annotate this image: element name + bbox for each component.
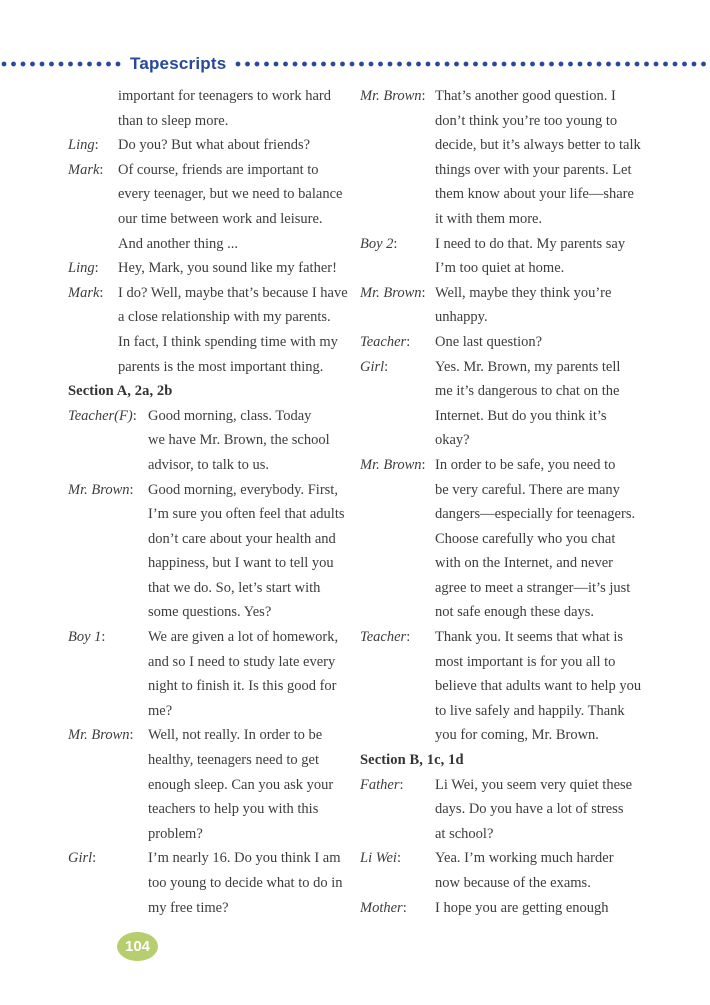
speech-line: you for coming, Mr. Brown.: [435, 727, 599, 744]
speech-line: my free time?: [148, 899, 229, 916]
speech-line: agree to meet a stranger—it’s just: [435, 579, 631, 596]
speech-line: important for teenagers to work hard: [118, 88, 331, 104]
speech-line: Good morning, class. Today: [148, 407, 312, 424]
speech-line: In fact, I think spending time with my: [118, 333, 338, 350]
speech-line: now because of the exams.: [435, 875, 591, 891]
speech-line: In order to be safe, you need to: [435, 456, 616, 473]
speech-line: Well, maybe they think you’re: [435, 284, 612, 301]
speech-line: too young to decide what to do in: [148, 875, 343, 891]
speech-text: [435, 773, 668, 847]
speech-line: Yea. I’m working much harder: [435, 850, 614, 867]
dialogue-entry: [360, 355, 668, 453]
speaker-label: Mr. Brown:: [68, 481, 134, 498]
dialogue-entry: [68, 158, 349, 256]
speech-line: happiness, but I want to tell you: [148, 555, 334, 572]
speech-line: Good morning, everybody. First,: [148, 481, 338, 498]
speech-line: Li Wei, you seem very quiet these: [435, 776, 633, 793]
speech-line: them know about your life—share: [435, 186, 634, 203]
speech-line: That’s another good question. I: [435, 88, 616, 104]
dialogue-entry: [68, 723, 349, 846]
dialogue-entry: [68, 281, 349, 379]
dialogue-entry: [360, 330, 668, 355]
speaker-label: Teacher(F):: [68, 407, 137, 424]
dialogue-entry: [68, 404, 349, 478]
speech-line: not safe enough these days.: [435, 604, 595, 621]
speech-text: [148, 723, 349, 846]
speaker-label: Boy 2:: [360, 235, 398, 252]
speech-line: Of course, friends are important to: [118, 161, 319, 178]
dialogue-continuation: [68, 84, 349, 133]
speech-line: Hey, Mark, you sound like my father!: [118, 260, 337, 277]
speaker-label: Girl:: [360, 358, 389, 375]
speech-line: most important is for you all to: [435, 653, 616, 670]
dialogue-entry: [360, 773, 668, 847]
speech-text: [435, 281, 668, 330]
dialogue-entry: [68, 133, 349, 158]
speech-line: night to finish it. Is this good for: [148, 678, 337, 695]
speech-line: Internet. But do you think it’s: [435, 407, 607, 424]
dialogue-entry: [360, 453, 668, 625]
dialogue-entry: [360, 896, 668, 921]
speech-text: [118, 133, 349, 158]
speech-line: with on the Internet, and never: [435, 555, 613, 572]
speech-text: [148, 846, 349, 920]
speaker-label: Mr. Brown:: [360, 284, 426, 301]
header-dotted-rule-left: [0, 60, 122, 68]
section-heading: Section B, 1c, 1d: [360, 752, 464, 769]
speech-line: teachers to help you with this: [148, 801, 319, 818]
page-number-badge: 104: [117, 932, 158, 961]
speech-text: [118, 158, 349, 256]
speaker-label: Father:: [360, 776, 404, 793]
dialogue-entry: [68, 256, 349, 281]
speech-line: unhappy.: [435, 309, 488, 326]
speech-line: we have Mr. Brown, the school: [148, 432, 330, 449]
speech-line: And another thing ...: [118, 235, 239, 252]
header-dotted-rule-right: [234, 60, 710, 68]
dialogue-entry: [68, 846, 349, 920]
page-title: Tapescripts: [130, 54, 227, 73]
dialogue-entry: [68, 625, 349, 723]
speech-line: Yes. Mr. Brown, my parents tell: [435, 358, 621, 375]
speech-line: me?: [148, 702, 173, 719]
speaker-label: Mother:: [360, 899, 407, 916]
speech-line: advisor, to talk to us.: [148, 456, 270, 473]
speech-line: healthy, teenagers need to get: [148, 752, 319, 769]
speech-line: to live safely and happily. Thank: [435, 702, 625, 719]
speech-line: every teenager, but we need to balance: [118, 186, 343, 203]
speaker-label: Girl:: [68, 850, 97, 867]
speech-line: it with them more.: [435, 210, 543, 227]
speech-line: at school?: [435, 825, 494, 842]
speaker-label: Mark:: [68, 161, 104, 178]
speaker-label: Mr. Brown:: [360, 88, 426, 104]
dialogue-entry: [360, 232, 668, 281]
speech-text: [118, 84, 349, 133]
speech-line: don’t think you’re too young to: [435, 112, 618, 129]
speaker-label: Ling:: [68, 260, 99, 277]
speech-text: [148, 478, 349, 626]
speech-line: our time between work and leisure.: [118, 210, 323, 227]
speech-line: dangers—especially for teenagers.: [435, 506, 636, 523]
speech-text: [148, 625, 349, 723]
speech-line: okay?: [435, 432, 470, 449]
speech-line: don’t care about your health and: [148, 530, 336, 547]
speech-line: One last question?: [435, 333, 543, 350]
speech-text: [118, 281, 349, 379]
dialogue-entry: [360, 846, 668, 895]
speech-text: [435, 84, 668, 232]
speech-text: [435, 330, 668, 355]
speech-line: be very careful. There are many: [435, 481, 620, 498]
speech-line: I hope you are getting enough: [435, 899, 609, 916]
speaker-label: Mark:: [68, 284, 104, 301]
speech-line: parents is the most important thing.: [118, 358, 324, 375]
speech-line: I’m too quiet at home.: [435, 260, 565, 277]
speech-line: I’m nearly 16. Do you think I am: [148, 850, 341, 867]
tapescript-column-left: [68, 84, 349, 920]
speech-line: days. Do you have a lot of stress: [435, 801, 624, 818]
tapescript-column-right: [360, 84, 668, 920]
speech-line: decide, but it’s always better to talk: [435, 137, 641, 154]
speech-text: [118, 256, 349, 281]
speaker-label: Mr. Brown:: [360, 456, 426, 473]
speaker-label: Teacher:: [360, 629, 411, 646]
speech-line: and so I need to study late every: [148, 653, 336, 670]
speech-line: things over with your parents. Let: [435, 161, 632, 178]
speech-line: believe that adults want to help you: [435, 678, 642, 695]
speech-line: that we do. So, let’s start with: [148, 579, 321, 596]
speech-line: I need to do that. My parents say: [435, 235, 626, 252]
page-header: [0, 53, 710, 75]
speech-line: We are given a lot of homework,: [148, 629, 339, 646]
speech-text: [148, 404, 349, 478]
speech-text: [435, 355, 668, 453]
speech-text: [435, 453, 668, 625]
speech-line: a close relationship with my parents.: [118, 309, 331, 326]
dialogue-entry: [360, 281, 668, 330]
speaker-label: Ling:: [68, 137, 99, 154]
speech-line: enough sleep. Can you ask your: [148, 776, 334, 793]
speech-line: Thank you. It seems that what is: [435, 629, 624, 646]
section-heading: Section A, 2a, 2b: [68, 383, 173, 400]
speech-line: than to sleep more.: [118, 112, 229, 129]
speaker-label: Teacher:: [360, 333, 411, 350]
speech-text: [435, 846, 668, 895]
speech-line: some questions. Yes?: [148, 604, 272, 621]
speech-line: I do? Well, maybe that’s because I have: [118, 284, 348, 301]
speech-text: [435, 896, 668, 921]
speech-line: I’m sure you often feel that adults: [148, 506, 345, 523]
speech-line: Well, not really. In order to be: [148, 727, 323, 744]
dialogue-entry: [360, 84, 668, 232]
speech-line: Do you? But what about friends?: [118, 137, 311, 154]
speech-text: [435, 232, 668, 281]
speaker-label: Li Wei:: [360, 850, 401, 867]
speaker-label: Boy 1:: [68, 629, 106, 646]
speech-text: [435, 625, 668, 748]
speech-line: Choose carefully who you chat: [435, 530, 616, 547]
dialogue-entry: [360, 625, 668, 748]
speaker-label: Mr. Brown:: [68, 727, 134, 744]
speech-line: problem?: [148, 825, 203, 842]
speech-line: me it’s dangerous to chat on the: [435, 383, 620, 400]
dialogue-entry: [68, 478, 349, 626]
